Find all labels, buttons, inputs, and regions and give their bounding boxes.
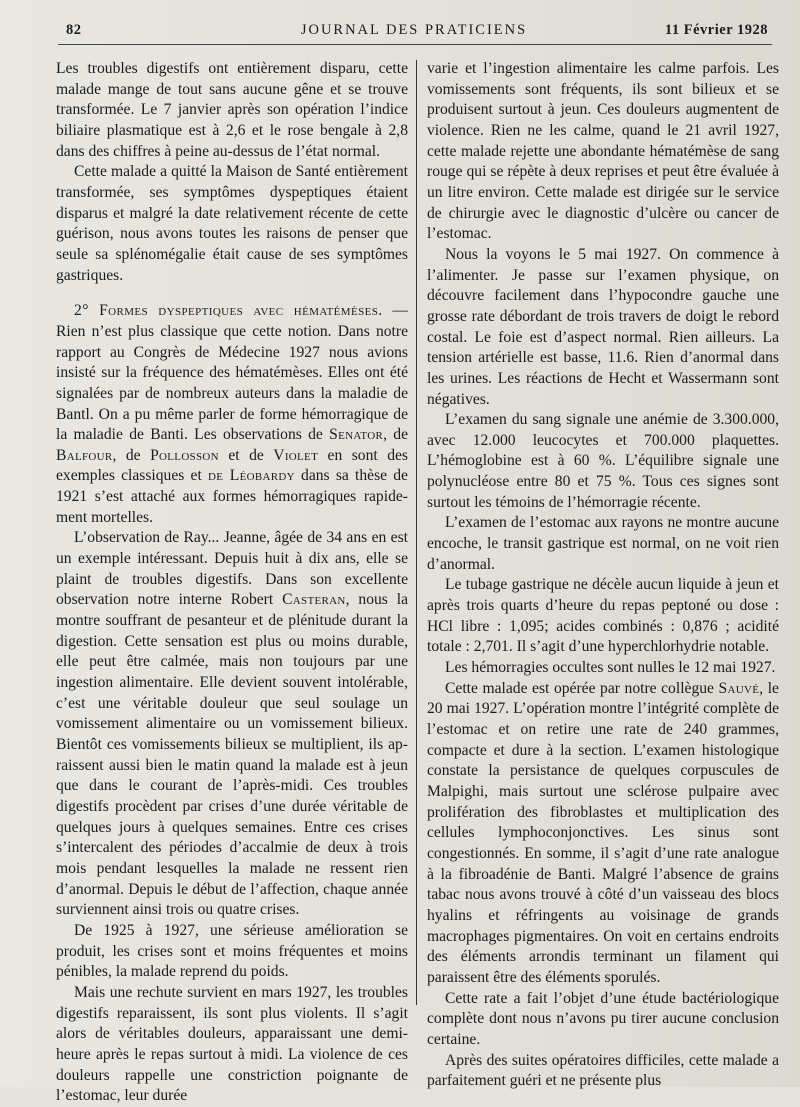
author-name: de Léobardy (207, 467, 295, 485)
section-paragraph (56, 301, 408, 528)
right-column (427, 59, 779, 1092)
paragraph: varie et l’ingestion alimentaire les calme parfois. Les vomissements sont fréquents, ils sont bilieux et se produisent surtout à jeun. Ces douleurs augmentent de violence. Rien ne les calme, quand le 21 avril 1927, cette malade rejette une abondante hématémèse de sang rouge qui se répète à deux reprises et peut être évaluée à un litre environ. Cette malade est dirigée sur le service de chirurgie avec le diagnostic d’ulcère ou cancer de l’estomac. (427, 60, 779, 243)
text-run: dans sa thèse de 1921 s’est attaché aux formes hémorragiques rapidement mortelles. (56, 467, 408, 526)
author-name: Balfour (56, 446, 113, 464)
author-name: Casteran (282, 591, 346, 609)
column-divider (416, 60, 417, 1005)
author-name: Senator (329, 426, 384, 444)
section-heading: 2° Formes dyspeptiques avec hématémèses. (74, 302, 383, 320)
journal-title: JOURNAL DES PRATICIENS (300, 22, 528, 38)
paragraph (56, 528, 408, 920)
text-run: Cette malade est opérée par notre collègue (445, 679, 719, 697)
paragraph: Après des suites opératoires difficiles, cette malade a parfaitement guéri et ne présente plus (427, 1051, 779, 1090)
text-run: , le 20 mai 1927. L’opération montre l’intégrité complète de l’estomac et on retire une rate de 240 grammes, compacte et dure à la section. L’examen histologique constate la persistance de quelques corpuscules de Malpighi, mais surtout une sclérose pulpaire avec prolifération des fibroblastes et multiplication des cellules lymphoconjonctives. Les sinus sont congestionnés. En somme, il s’agit d’une rate analogue à la fibroadénie de Banti. Malgré l’absence de grains tabac nous avons trouvé à côté d’un vaisseau des blocs hyalins et réfringents au voisinage de grands macrophages pigmentaires. On voit en certains endroits des éléments arrondis terminant un filament qui paraissent être des éléments sporulés. (427, 679, 779, 986)
paragraph: Nous la voyons le 5 mai 1927. On commence à l’alimenter. Je passe sur l’examen physique, on découvre facilement dans l’hypocondre gauche une grosse rate débordant de trois travers de doigt le rebord costal. Le foie est d’aspect normal. Rien ailleurs. La tension artérielle est basse, 11.6. Rien d’anormal dans les urines. Les réactions de Hecht et Wassermann sont négatives. (427, 245, 779, 408)
paragraph: Les hémorragies occultes sont nulles le 12 mai 1927. (445, 659, 776, 677)
paragraph: De 1925 à 1927, une sérieuse amélioration se produit, les crises sont et moins fréquentes et moins pénibles, la malade reprend du poids. (56, 921, 408, 981)
paragraph: L’examen du sang signale une anémie de 3.300.000, avec 12.000 leucocytes et 700.000 plaquettes. L’hémoglobine est à 60 %. L’équilibre signale une polynucléose entre 80 et 75 %. Tous ces signes sont surtout les témoins de l’hémorragie récente. (427, 411, 779, 511)
paragraph: L’examen de l’estomac aux rayons ne montre aucune encoche, le transit gastrique est normal, on ne voit rien d’anormal. (427, 514, 779, 573)
paragraph: Mais une rechute survient en mars 1927, les troubles digestifs reparaissent, ils sont plus violents. Il s’agit alors de véritables douleurs, apparaissant une demi-heure après le repas surtout à midi. La violence de ces douleurs rappelle une constriction poignante de l’estomac, leur durée (56, 983, 408, 1105)
paragraph: Cette rate a fait l’objet d’une étude bactériologique complète dont nous n’avons pu tirer aucune conclusion certaine. (427, 989, 779, 1048)
text-run: , de (383, 426, 409, 444)
text-run: , nous la montre souffrant de pesanteur et de plénitude durant la digestion. Cette sensation est plus ou moins durable, elle peut être calmée, mais non toujours par une ingestion alimentaire. Elle devient souvent intolérable, c’est une véritable douleur que seul soulage un vomissement alimentaire ou un vomissement bilieux. Bientôt ces vomissements bilieux se multiplient, ils apraissent aussi bien le matin quand la malade est à jeun que dans le courant de l’après-midi. Ces troubles digestifs procèdent par crises d’une durée véritable de quelques jours à quelques semaines. Entre ces crises s’intercalent des périodes d’accalmie de deux à trois mois pendant lesquelles la malade ne ressent rien d’anormal. Depuis le début de l’affection, chaque année surviennent ainsi trois ou quatre crises. (56, 591, 408, 919)
text-run: L’observation de Ray... Jeanne, âgée de 34 ans en est un exemple intéressant. Depuis huit à dix ans, elle se plaint de troubles digestifs. Dans son excellente observation notre interne Robert (56, 529, 408, 609)
author-name: Sauvé (718, 679, 760, 697)
header-rule (58, 44, 772, 45)
text-run: , de (112, 446, 151, 464)
paragraph: Les troubles digestifs ont entièrement disparu, cette malade mange de tout sans aucune gêne et se trouve transformée. Le 7 janvier après son opération l’indice biliaire plasmatique est à 2,6 et le rose bengale à 2,8 dans des chiffres à peine au-dessus de l’état normal. (56, 60, 408, 160)
page-number: 82 (66, 22, 82, 38)
text-run: et de (218, 446, 274, 464)
author-name: Violet (273, 446, 319, 464)
author-name: Pollosson (150, 446, 219, 464)
left-column (56, 59, 408, 1107)
paragraph: Cette malade a quitté la Maison de Santé entièrement transformée, ses symptômes dyspeptiques étaient disparus et malgré la date relativement récente de cette guérison, nous avons toutes les raisons de penser que seule sa splénomégalie était cause de ses symptômes gastriques. (56, 163, 408, 284)
text-run: en sont des exemples classiques et (56, 446, 408, 485)
running-header (58, 18, 770, 44)
paragraph (427, 679, 779, 989)
text-run: — Rien n’est plus classique que cette notion. Dans notre rapport au Congrès de Médecine 1927 nous avions insisté sur la fréquence des hématémèses. Elles ont été signalées par de nombreux auteurs dans la maladie de Bantl. On a pu même parler de forme hémorragique de la maladie de Banti. Les observations de (56, 302, 408, 444)
issue-date: 11 Février 1928 (664, 22, 768, 38)
paragraph: Le tubage gastrique ne décèle aucun liquide à jeun et après trois quarts d’heure du repas peptoné ou dose : HCl libre : 1,095; acides combinés : 0,876 ; acidité totale : 2,701. Il s’agit d’une hyperchlorhydrie notable. (427, 576, 779, 656)
